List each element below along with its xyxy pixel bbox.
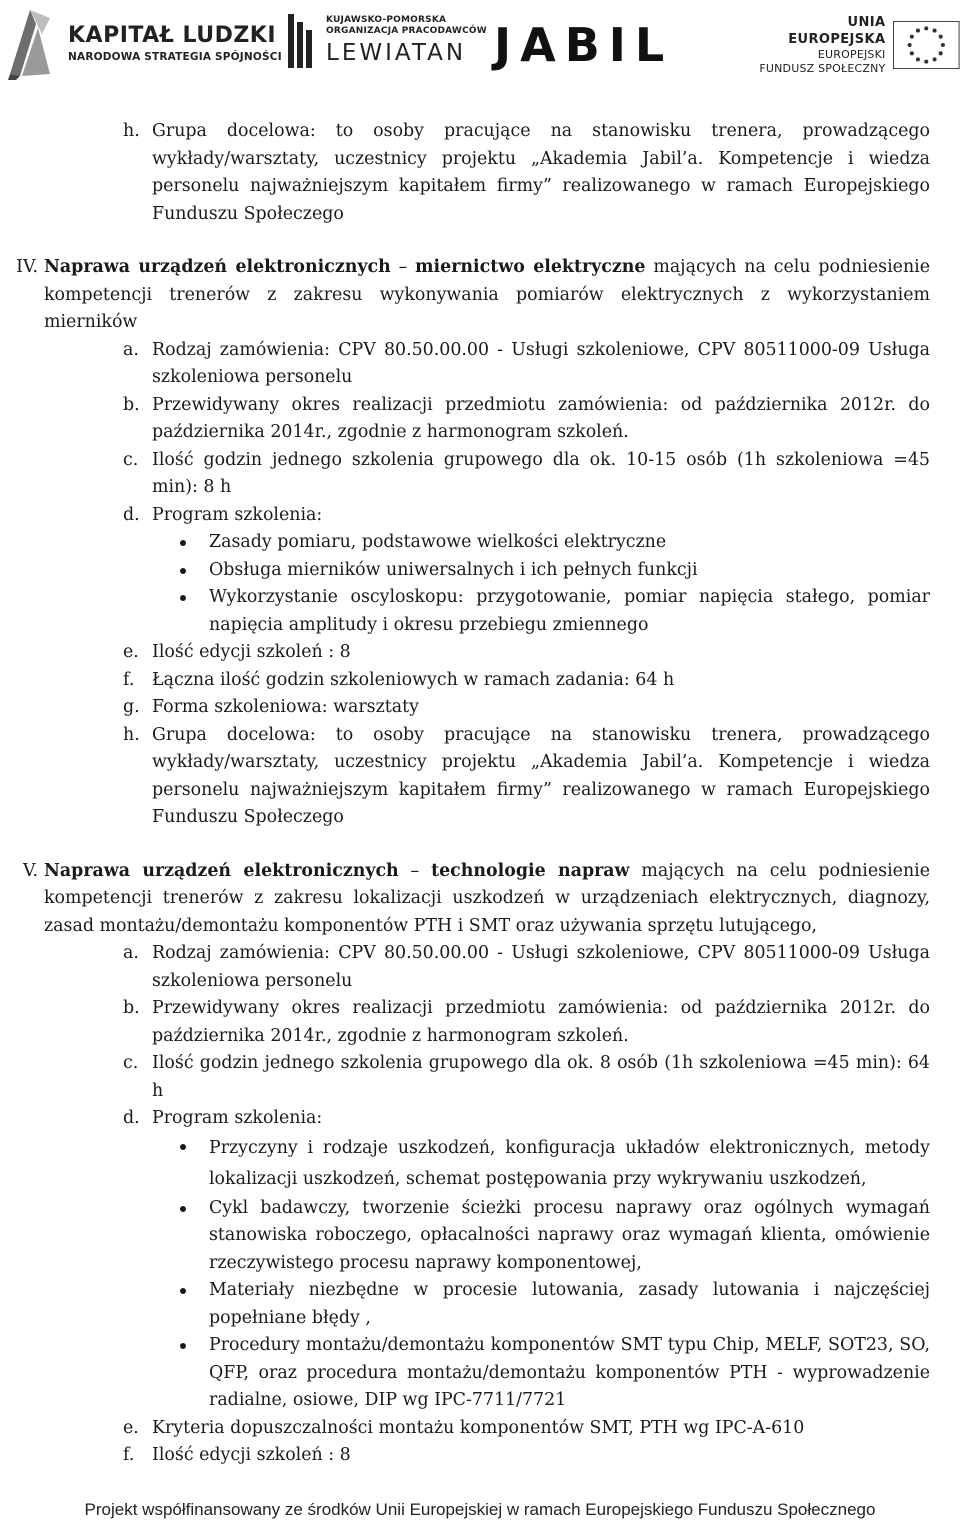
section-v-bullet	[179, 1195, 930, 1278]
section-v-title-dash: –	[398, 860, 432, 881]
section-v-item-a	[123, 940, 930, 995]
section-iv-title-part1: Naprawa urządzeń elektronicznych	[44, 257, 391, 277]
item-text: Łączna ilość godzin szkoleniowych w ramach zadania: 64 h	[152, 669, 675, 690]
bullet-text: Zasady pomiaru, podstawowe wielkości elektryczne	[209, 532, 667, 552]
item-label: g.	[123, 697, 140, 717]
section-iv-item-e	[123, 639, 930, 667]
top-item-h	[123, 118, 930, 228]
item-label: d.	[123, 1108, 140, 1128]
bullet-icon	[179, 1133, 209, 1195]
item-label: h.	[123, 724, 140, 745]
item-text: Program szkolenia:	[152, 1108, 323, 1128]
item-text: Program szkolenia:	[152, 504, 323, 525]
unia-europejska-logo	[756, 14, 960, 76]
section-v-title-part2: technologie napraw	[431, 860, 630, 881]
section-iv-numeral: IV.	[16, 257, 38, 277]
section-iv-item-b	[123, 392, 930, 447]
section-v-bullet	[179, 1332, 930, 1415]
lewiatan-line-1: KUJAWSKO-POMORSKA	[326, 15, 447, 25]
item-text: Forma szkoleniowa: warsztaty	[152, 697, 419, 717]
bullet-icon	[179, 1195, 209, 1278]
item-text: Grupa docelowa: to osoby pracujące na stanowisku trenera, prowadzącego wykłady/warsztaty, uczestnicy projektu „Akademia Jabil’a. Kompetencje i wiedza personelu najważniejszym kapitałem firmy” realizowanego w ramach Europejskiego Funduszu Społeczego	[152, 724, 930, 827]
ue-line-2: FUNDUSZ SPOŁECZNY	[759, 62, 886, 75]
lewiatan-line-2: ORGANIZACJA PRACODAWCÓW	[326, 26, 487, 36]
item-text: Rodzaj zamówienia: CPV 80.50.00.00 - Usługi szkoleniowe, CPV 80511000-09 Usługa szkoleniowa personelu	[152, 339, 930, 387]
item-label: e.	[123, 1417, 139, 1438]
item-text: Przewidywany okres realizacji przedmiotu zamówienia: od października 2012r. do października 2014r., zgodnie z harmonogram szkoleń.	[152, 998, 930, 1046]
section-v-heading	[22, 858, 930, 941]
section-iv-bullet	[179, 557, 930, 585]
lewiatan-logo	[288, 14, 487, 68]
section-iv-item-d	[123, 502, 930, 530]
section-iv-bullet	[179, 529, 930, 557]
item-text: Ilość edycji szkoleń : 8	[152, 1445, 351, 1465]
lewiatan-emblem-icon	[288, 14, 314, 68]
section-v-item-b	[123, 995, 930, 1050]
section-v-item-c	[123, 1050, 930, 1105]
item-label: h.	[123, 121, 140, 141]
bullet-icon	[179, 557, 209, 585]
bullet-text: Wykorzystanie oscyloskopu: przygotowanie, pomiar napięcia stałego, pomiar napięcia amplitudy i okresu przebiegu zmiennego	[209, 587, 930, 635]
item-label: f.	[123, 669, 135, 690]
bullet-icon	[179, 1277, 209, 1332]
item-text: Przewidywany okres realizacji przedmiotu zamówienia: od października 2012r. do października 2014r., zgodnie z harmonogram szkoleń.	[152, 394, 930, 442]
item-label: c.	[123, 449, 139, 470]
section-v-title-part1: Naprawa urządzeń elektronicznych	[44, 860, 399, 881]
bullet-text: Obsługa mierników uniwersalnych i ich pełnych funkcji	[209, 559, 698, 580]
bullet-icon	[179, 529, 209, 557]
bullet-text: Cykl badawczy, tworzenie ścieżki procesu naprawy oraz ogólnych wymagań stanowiska roboczego, opłacalności naprawy oraz wymagań klienta, omówienie rzeczywistego procesu naprawy komponentowej,	[209, 1197, 930, 1273]
section-v-bullet	[179, 1277, 930, 1332]
section-iv-title-part2: miernictwo elektryczne	[415, 257, 646, 277]
kapital-ludzki-emblem-icon	[6, 4, 54, 82]
header-logos	[0, 0, 960, 90]
item-label: a.	[123, 943, 139, 963]
section-iv-item-h	[123, 722, 930, 832]
item-text: Rodzaj zamówienia: CPV 80.50.00.00 - Usługi szkoleniowe, CPV 80511000-09 Usługa szkoleniowa personelu	[152, 943, 930, 991]
jabil-logo	[494, 20, 673, 70]
section-iv-title-rest: mających na celu podniesienie kompetencji trenerów z zakresu wykonywania pomiarów elektrycznych z wykorzystaniem mierników	[44, 257, 930, 332]
section-iv-item-a	[123, 337, 930, 392]
section-v-item-f	[123, 1442, 930, 1470]
document-body	[16, 118, 930, 1470]
item-label: d.	[123, 504, 140, 525]
bullet-icon	[179, 584, 209, 639]
kapital-ludzki-subtitle: NARODOWA STRATEGIA SPÓJNOŚCI	[68, 51, 282, 63]
kapital-ludzki-title: KAPITAŁ LUDZKI	[68, 23, 277, 48]
bullet-text: Materiały niezbędne w procesie lutowania, zasady lutowania i najczęściej popełniane błędy ,	[209, 1280, 930, 1328]
item-text: Ilość godzin jednego szkolenia grupowego dla ok. 10-15 osób (1h szkoleniowa =45 min): 8 h	[152, 449, 930, 497]
lewiatan-name: LEWIATAN	[326, 40, 467, 66]
bullet-icon	[179, 1332, 209, 1415]
section-iv-item-g	[123, 694, 930, 722]
item-text: Ilość godzin jednego szkolenia grupowego dla ok. 8 osób (1h szkoleniowa =45 min): 64 h	[152, 1053, 930, 1101]
section-iv-bullet	[179, 584, 930, 639]
section-v-title-rest: mających na celu podniesienie kompetencji trenerów z zakresu lokalizacji uszkodzeń w urządzeniach elektrycznych, diagnozy, zasad montażu/demontażu komponentów PTH i SMT oraz używania sprzętu lutującego,	[44, 860, 930, 936]
section-iv-item-c	[123, 447, 930, 502]
section-v-item-e	[123, 1415, 930, 1443]
section-v-item-d	[123, 1105, 930, 1133]
ue-title: UNIA EUROPEJSKA	[788, 15, 886, 47]
item-text: Grupa docelowa: to osoby pracujące na stanowisku trenera, prowadzącego wykłady/warsztaty, uczestnicy projektu „Akademia Jabil’a. Kompetencje i wiedza personelu najważniejszym kapitałem firmy” realizowanego w ramach Europejskiego Funduszu Społeczego	[152, 121, 930, 224]
kapital-ludzki-logo	[6, 4, 282, 82]
item-label: f.	[123, 1445, 135, 1465]
item-label: b.	[123, 998, 140, 1018]
section-iv-heading	[16, 254, 930, 337]
section-v-numeral: V.	[22, 860, 38, 881]
item-text: Ilość edycji szkoleń : 8	[152, 642, 351, 662]
item-label: a.	[123, 339, 139, 360]
ue-line-1: EUROPEJSKI	[817, 48, 886, 61]
bullet-text: Przyczyny i rodzaje uszkodzeń, konfiguracja układów elektronicznych, metody lokalizacji uszkodzeń, schemat postępowania przy wykrywaniu uszkodzeń,	[209, 1137, 930, 1189]
section-v-bullet	[179, 1133, 930, 1195]
item-label: e.	[123, 642, 139, 662]
section-iv-item-f	[123, 667, 930, 695]
item-label: c.	[123, 1053, 139, 1073]
page-footer: Projekt współfinansowany ze środków Unii Europejskiej w ramach Europejskiego Funduszu Społecznego	[84, 1500, 876, 1519]
section-iv-title-dash: –	[390, 257, 416, 277]
jabil-wordmark: JABIL	[494, 18, 674, 72]
item-label: b.	[123, 394, 140, 415]
item-text: Kryteria dopuszczalności montażu komponentów SMT, PTH wg IPC-A-610	[152, 1417, 805, 1438]
bullet-text: Procedury montażu/demontażu komponentów SMT typu Chip, MELF, SOT23, SO, QFP, oraz procedura montażu/demontażu komponentów PTH - wyprowadzenie radialne, osiowe, DIP wg IPC-7711/7721	[209, 1335, 930, 1410]
eu-flag-icon	[893, 19, 960, 71]
